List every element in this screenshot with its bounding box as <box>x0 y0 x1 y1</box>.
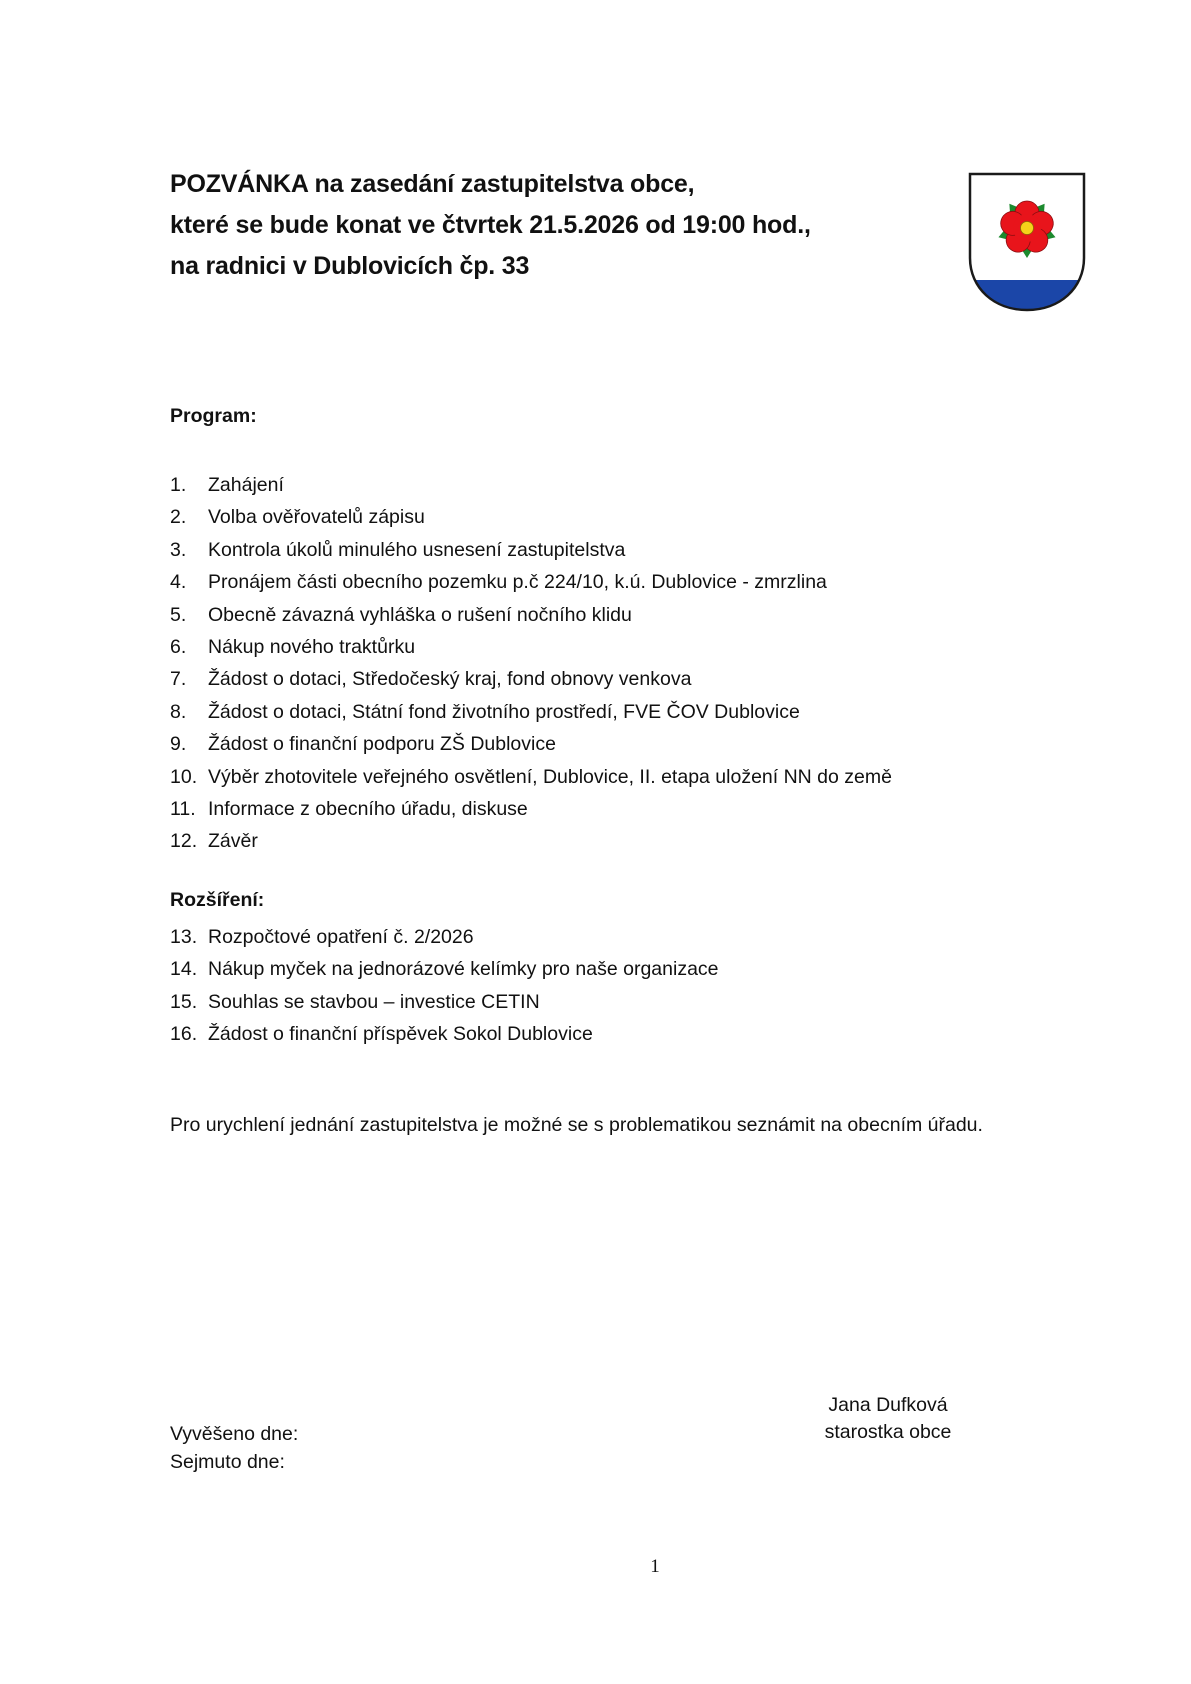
item-number: 13. <box>170 926 198 948</box>
item-text: Pronájem části obecního pozemku p.č 224/10, k.ú. Dublovice - zmrzlina <box>208 571 827 594</box>
item-text: Žádost o dotaci, Středočeský kraj, fond obnovy venkova <box>208 668 692 691</box>
signature-block <box>808 1392 968 1446</box>
extension-heading: Rozšíření: <box>170 889 265 911</box>
item-number: 8. <box>170 700 187 723</box>
program-heading: Program: <box>170 405 257 427</box>
program-item <box>170 663 892 695</box>
item-text: Žádost o finanční příspěvek Sokol Dublovice <box>208 1023 593 1046</box>
item-text: Obecně závazná vyhláška o rušení nočního klidu <box>208 603 632 626</box>
item-text: Zahájení <box>208 474 284 496</box>
program-item <box>170 761 892 793</box>
coat-of-arms-rose-icon <box>968 172 1086 312</box>
item-number: 10. <box>170 765 198 788</box>
item-number: 6. <box>170 636 187 659</box>
item-number: 12. <box>170 830 198 853</box>
program-item <box>170 469 892 501</box>
posted-date-label: Vyvěšeno dne: <box>170 1423 299 1445</box>
item-number: 7. <box>170 668 187 691</box>
item-number: 9. <box>170 733 187 756</box>
program-item <box>170 825 892 857</box>
removed-date-label: Sejmuto dne: <box>170 1451 285 1473</box>
info-note: Pro urychlení jednání zastupitelstva je možné se s problematikou seznámit na obecním úřadu. <box>170 1114 983 1136</box>
item-number: 16. <box>170 1023 198 1046</box>
item-number: 14. <box>170 958 198 981</box>
item-number: 11. <box>170 798 196 821</box>
program-item <box>170 501 892 533</box>
item-number: 3. <box>170 538 187 561</box>
signer-title: starostka obce <box>824 1421 952 1443</box>
extension-item <box>170 921 719 953</box>
extension-item <box>170 1018 719 1050</box>
title-line-1: POZVÁNKA na zasedání zastupitelstva obce, <box>170 170 695 198</box>
item-number: 15. <box>170 990 198 1013</box>
item-number: 5. <box>170 603 187 626</box>
item-text: Souhlas se stavbou – investice CETIN <box>208 990 540 1013</box>
item-text: Závěr <box>208 830 258 853</box>
program-item <box>170 566 892 598</box>
program-item <box>170 728 892 760</box>
program-item <box>170 599 892 631</box>
posting-dates <box>170 1420 298 1476</box>
signer-name: Jana Dufková <box>828 1394 948 1416</box>
extension-list <box>170 921 719 1051</box>
page-number: 1 <box>650 1556 660 1577</box>
item-text: Volba ověřovatelů zápisu <box>208 506 425 529</box>
item-number: 1. <box>170 474 187 496</box>
program-list <box>170 469 892 858</box>
program-item <box>170 631 892 663</box>
program-item <box>170 696 892 728</box>
item-number: 4. <box>170 571 187 594</box>
item-text: Informace z obecního úřadu, diskuse <box>208 798 528 821</box>
item-text: Kontrola úkolů minulého usnesení zastupitelstva <box>208 538 626 561</box>
program-item <box>170 534 892 566</box>
program-item <box>170 793 892 825</box>
item-text: Nákup nového traktůrku <box>208 636 416 659</box>
title-line-2: které se bude konat ve čtvrtek 21.5.2026 od 19:00 hod., <box>170 211 811 239</box>
item-text: Žádost o dotaci, Státní fond životního prostředí, FVE ČOV Dublovice <box>208 700 800 723</box>
item-text: Výběr zhotovitele veřejného osvětlení, Dublovice, II. etapa uložení NN do země <box>208 765 892 788</box>
extension-item <box>170 986 719 1018</box>
invitation-title <box>170 164 930 287</box>
item-text: Rozpočtové opatření č. 2/2026 <box>208 926 474 948</box>
title-line-3: na radnici v Dublovicích čp. 33 <box>170 252 530 280</box>
item-text: Žádost o finanční podporu ZŠ Dublovice <box>208 733 556 756</box>
extension-item <box>170 953 719 985</box>
item-number: 2. <box>170 506 187 529</box>
item-text: Nákup myček na jednorázové kelímky pro naše organizace <box>208 958 719 981</box>
